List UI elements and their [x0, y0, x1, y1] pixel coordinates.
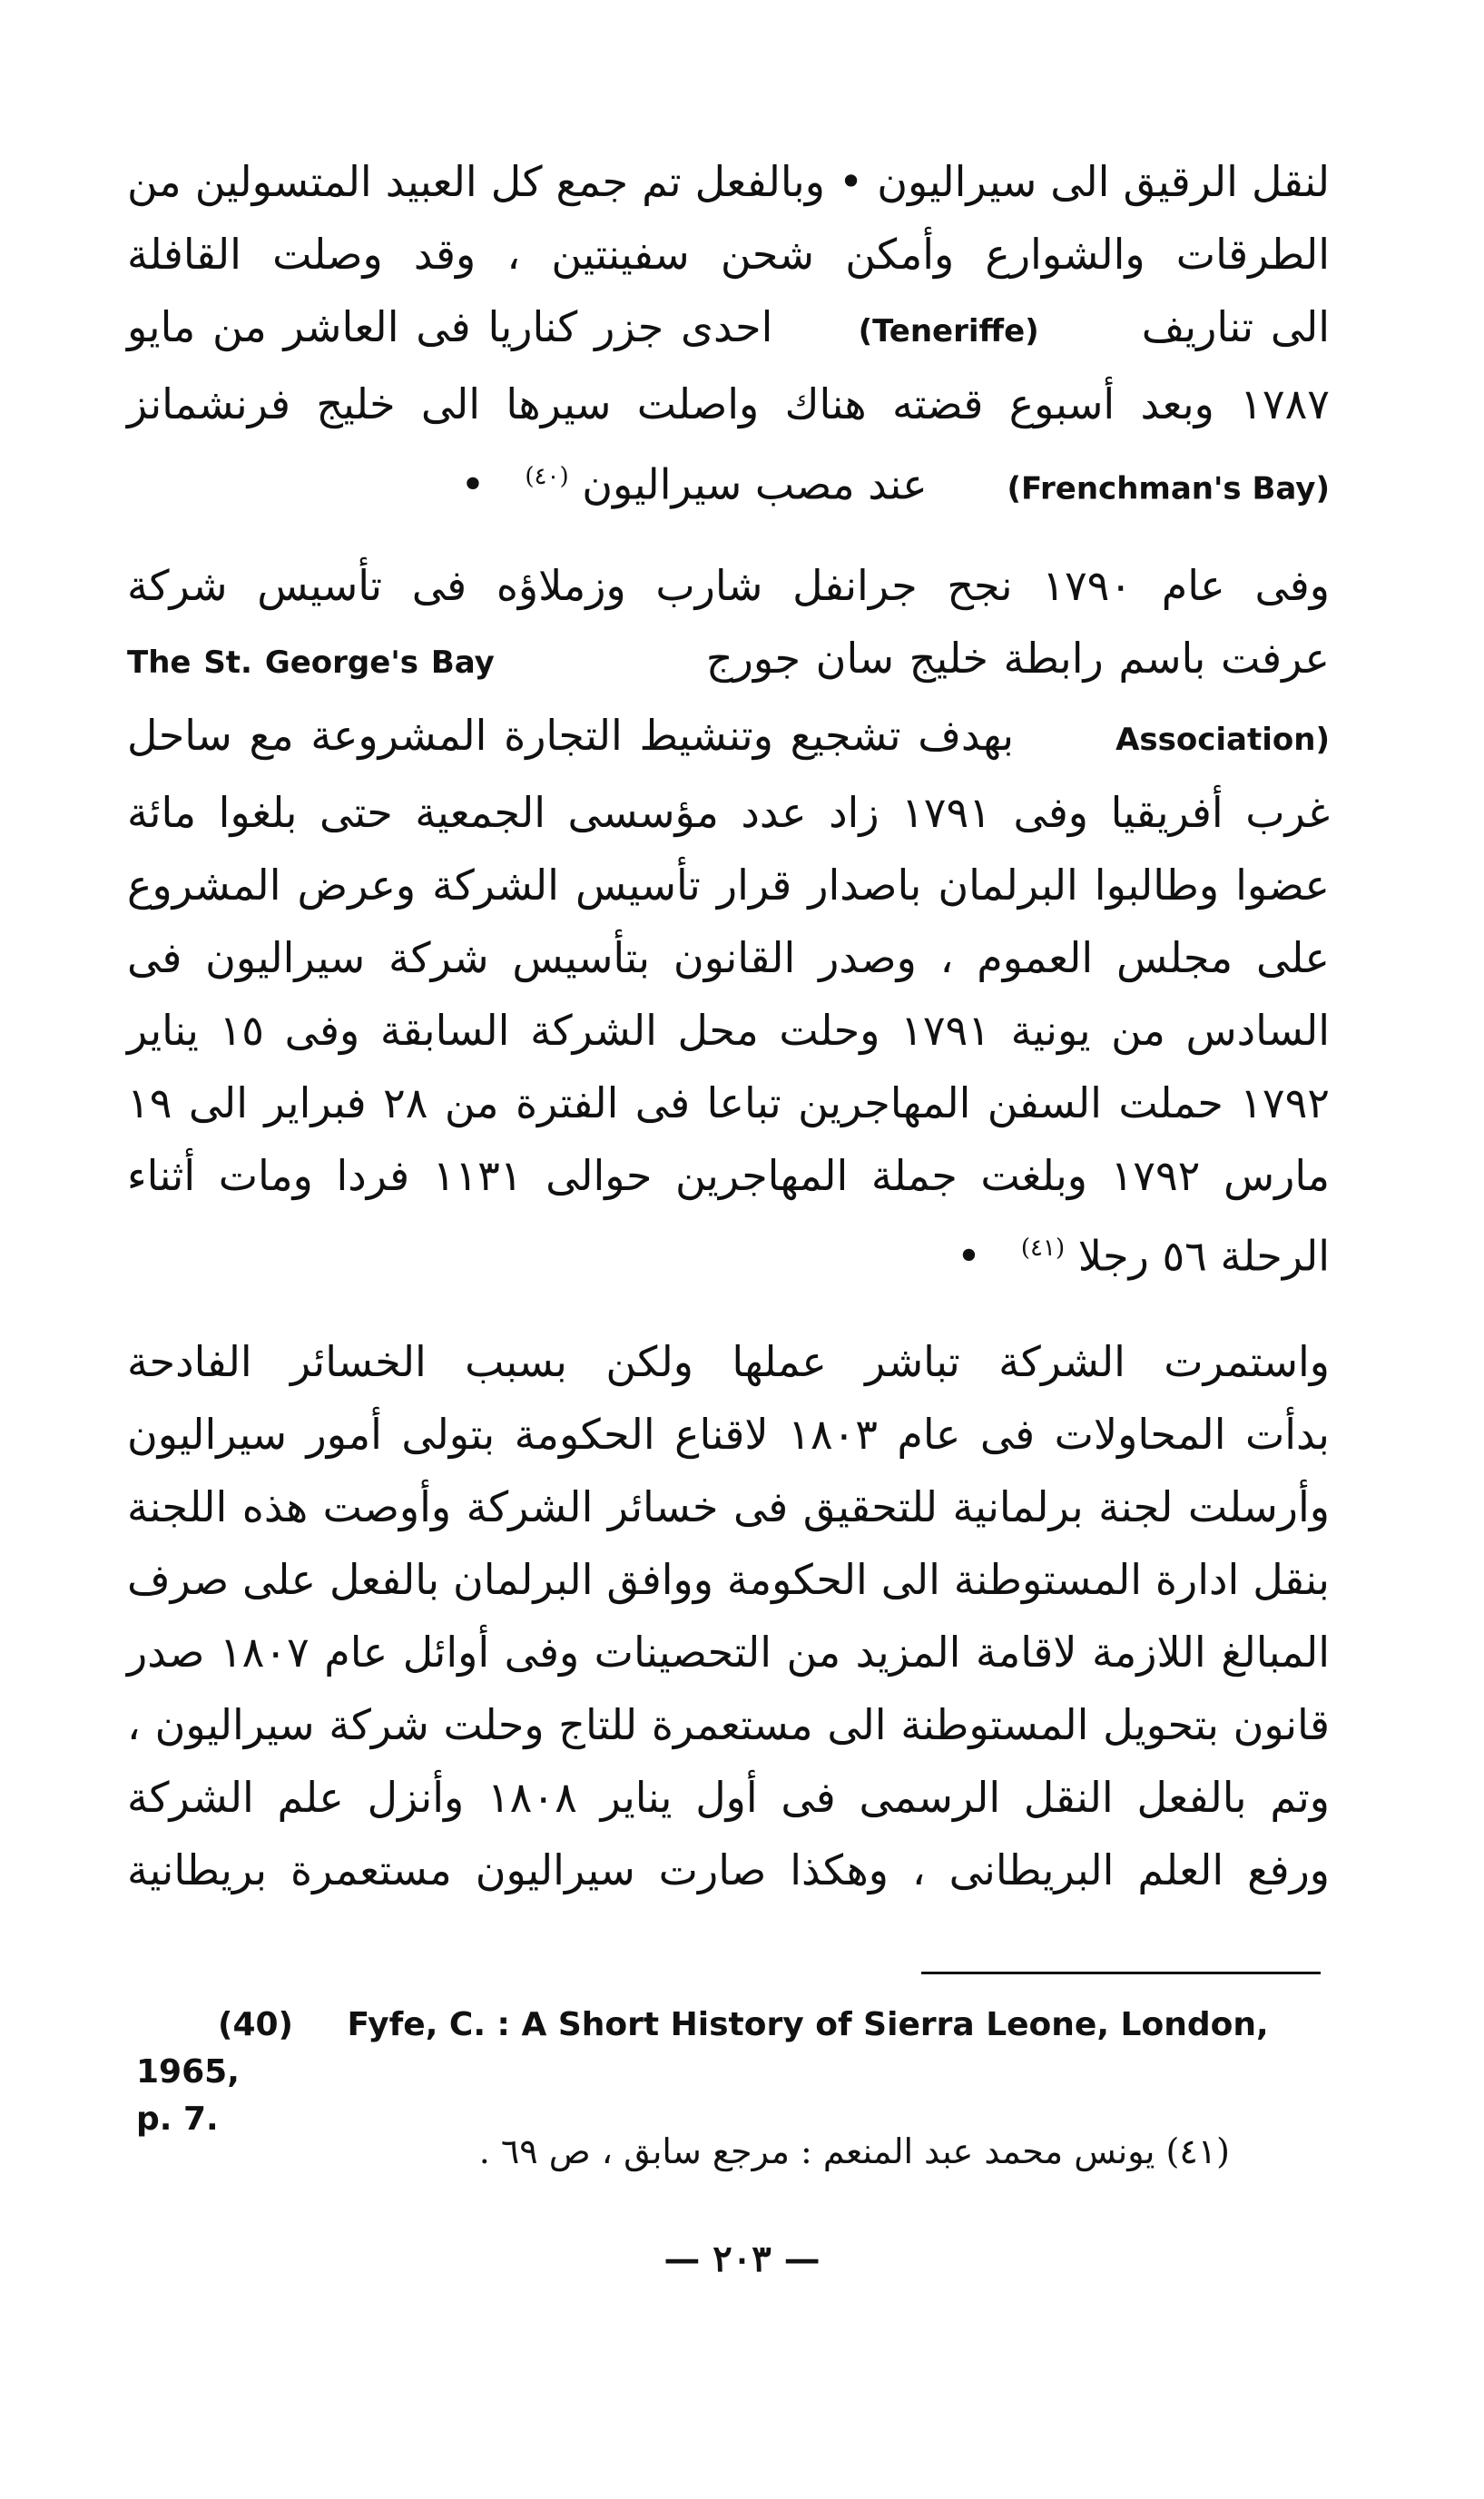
- text-line: الطرقات والشوارع وأمكن شحن سفينتين ، وقد وصلت القافلة: [127, 230, 1330, 279]
- footnote-number: (40): [218, 2006, 294, 2043]
- text-line: واستمرت الشركة تباشر عملها ولكن بسبب الخسائر الفادحة: [127, 1337, 1330, 1386]
- text-fragment: عرفت باسم رابطة خليج سان جورج: [705, 634, 1330, 683]
- latin-term: Association): [1115, 722, 1330, 758]
- text-line: على مجلس العموم ، وصدر القانون بتأسيس شركة سيراليون فى: [127, 933, 1330, 982]
- text-line: ١٧٩٢ حملت السفن المهاجرين تباعا فى الفترة من ٢٨ فبراير الى ١٩: [127, 1078, 1330, 1127]
- text-line: قانون بتحويل المستوطنة الى مستعمرة للتاج وحلت شركة سيراليون ،: [127, 1700, 1330, 1749]
- text-line: [127, 622, 1330, 699]
- text-line: وتم بالفعل النقل الرسمى فى أول يناير ١٨٠٨ وأنزل علم الشركة: [127, 1773, 1330, 1822]
- text-fragment: احدى جزر كناريا فى العاشر من مايو: [127, 302, 773, 351]
- latin-term: (Frenchman's Bay): [1007, 470, 1330, 507]
- footnote-41: (٤١) يونس محمد عبد المنعم : مرجع سابق ، ص ٦٩ .: [478, 2131, 1230, 2171]
- page-number: — ٢٠٣ —: [663, 2238, 821, 2280]
- latin-term: The St. George's Bay: [127, 644, 495, 681]
- footnote-separator: [921, 1972, 1321, 1974]
- text-line: [127, 440, 1330, 525]
- text-fragment: عند مصب سيراليون: [582, 459, 928, 509]
- sentence-end-marker: •: [460, 459, 486, 509]
- text-line: عضوا وطالبوا البرلمان باصدار قرار تأسيس الشركة وعرض المشروع: [127, 861, 1330, 910]
- text-line: وفى عام ١٧٩٠ نجح جرانفل شارب وزملاؤه فى تأسيس شركة: [127, 561, 1330, 610]
- footnote-40: [136, 2002, 1325, 2143]
- footnote-citation: Fyfe, C. : A Short History of Sierra Leone, London, 1965,: [136, 2006, 1269, 2091]
- text-line: السادس من يونية ١٧٩١ وحلت محل الشركة السابقة وفى ١٥ يناير: [127, 1006, 1330, 1055]
- text-line: وأرسلت لجنة برلمانية للتحقيق فى خسائر الشركة وأوصت هذه اللجنة: [127, 1482, 1330, 1531]
- text-line: لنقل الرقيق الى سيراليون • وبالفعل تم جمع كل العبيد المتسولين من: [127, 157, 1330, 206]
- latin-term: (Teneriffe): [858, 313, 1039, 349]
- text-line: [127, 290, 1330, 368]
- text-line: بدأت المحاولات فى عام ١٨٠٣ لاقناع الحكومة بتولى أمور سيراليون: [127, 1410, 1330, 1459]
- paragraph-1: [127, 145, 1330, 525]
- text-fragment: بهدف تشجيع وتنشيط التجارة المشروعة مع ساحل: [127, 711, 1015, 760]
- text-line: [127, 699, 1330, 776]
- footnote-line: p. 7.: [136, 2101, 219, 2138]
- text-line: ١٧٨٧ وبعد أسبوع قضته هناك واصلت سيرها الى خليج فرنشمانز: [127, 379, 1330, 428]
- text-line: مارس ١٧٩٢ وبلغت جملة المهاجرين حوالى ١١٣١ فردا ومات أثناء: [127, 1151, 1330, 1200]
- text-line: المبالغ اللازمة لاقامة المزيد من التحصينات وفى أوائل عام ١٨٠٧ صدر: [127, 1628, 1330, 1677]
- paragraph-2: [127, 549, 1330, 1292]
- text-line: بنقل ادارة المستوطنة الى الحكومة ووافق البرلمان بالفعل على صرف: [127, 1555, 1330, 1604]
- footnote-ref: (٤٠): [525, 463, 569, 490]
- text-fragment: الرحلة ٥٦ رجلا: [1077, 1231, 1330, 1281]
- text-line: ورفع العلم البريطانى ، وهكذا صارت سيراليون مستعمرة بريطانية: [127, 1845, 1330, 1894]
- paragraph-3: [127, 1325, 1330, 1906]
- footnote-ref: (٤١): [1020, 1235, 1066, 1262]
- text-line: غرب أفريقيا وفى ١٧٩١ زاد عدد مؤسسى الجمعية حتى بلغوا مائة: [127, 788, 1330, 837]
- text-line: [127, 1212, 1330, 1292]
- footnote-line: [136, 2002, 1325, 2096]
- text-fragment: الى تناريف: [1141, 302, 1330, 351]
- sentence-end-marker: •: [956, 1231, 981, 1281]
